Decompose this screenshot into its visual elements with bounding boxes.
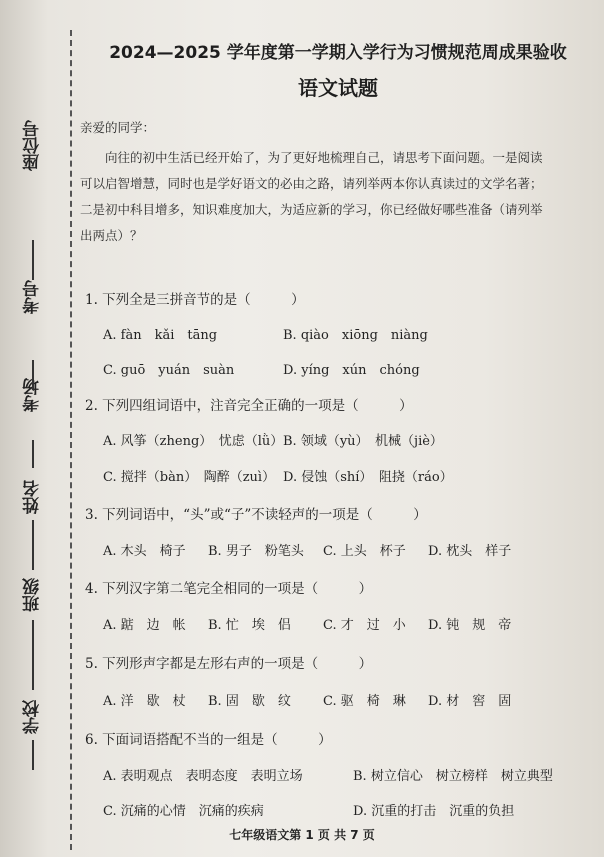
option-b: B. 树立信心 树立榜样 树立典型 — [353, 769, 553, 784]
option-d: D. 侵蚀（shí） 阻挠（ráo） — [283, 470, 453, 485]
name-field — [10, 480, 55, 514]
question-3-options-row — [103, 540, 511, 559]
exam-number-label: 考号 — [23, 280, 43, 314]
fill-line — [32, 360, 34, 390]
option-b: B. 忙 埃 侣 — [208, 618, 291, 633]
option-d: D. 沉重的打击 沉重的负担 — [353, 804, 515, 819]
fill-line — [32, 240, 34, 280]
page-footer: 七年级语文第 1 页 共 7 页 — [229, 828, 375, 842]
option-c: C. 驱 椅 琳 — [323, 694, 406, 709]
question-2-options-row — [103, 430, 443, 449]
question-5-options-row — [103, 690, 511, 709]
option-d: D. 材 窖 固 — [428, 694, 512, 709]
student-info-column — [10, 120, 55, 840]
question-1-stem: 1. 下列全是三拼音节的是（ ） — [85, 292, 305, 308]
seat-number-field — [10, 120, 55, 171]
option-a: A. fàn kǎi tāng — [103, 328, 218, 343]
option-d: D. 枕头 样子 — [428, 544, 512, 559]
option-b: B. 男子 粉笔头 — [208, 544, 304, 559]
option-c: C. 才 过 小 — [323, 618, 406, 633]
question-1-options-row — [103, 359, 420, 378]
fill-line — [32, 520, 34, 570]
question-2-options-row — [103, 466, 453, 485]
option-b: B. 领域（yù） 机械（jiè） — [283, 434, 443, 449]
binding-dashed-line — [70, 30, 72, 850]
exam-title: 2024—2025 学年度第一学期入学行为习惯规范周成果验收 — [109, 43, 567, 63]
option-c: C. 搅拌（bàn） 陶醉（zuì） — [103, 470, 276, 485]
exam-room-label: 考场 — [23, 378, 43, 412]
intro-greeting: 亲爱的同学： — [80, 120, 156, 135]
class-field — [10, 578, 55, 612]
option-a: A. 洋 歇 杖 — [103, 694, 186, 709]
question-4-options-row — [103, 614, 511, 633]
option-c: C. guō yuán suàn — [103, 363, 235, 378]
exam-subtitle: 语文试题 — [298, 76, 378, 100]
intro-line: 可以启智增慧，同时也是学好语文的必由之路，请列举两本你认真读过的文学名著； — [80, 176, 543, 191]
option-b: B. qiào xiōng niàng — [283, 328, 428, 343]
option-a: A. 踮 边 帐 — [103, 618, 186, 633]
name-label: 姓名 — [23, 480, 43, 514]
class-label: 班级 — [23, 578, 43, 612]
intro-paragraph — [80, 115, 580, 249]
fill-line — [32, 440, 34, 468]
option-a: A. 风筝（zheng） 忧虑（lǜ） — [103, 434, 284, 449]
intro-line: 向往的初中生活已经开始了，为了更好地梳理自己，请思考下面问题。一是阅读 — [105, 150, 543, 165]
exam-number-field — [10, 280, 55, 314]
option-c: C. 上头 杯子 — [323, 544, 406, 559]
question-1-options-row — [103, 324, 428, 343]
fill-line — [32, 620, 34, 690]
question-6-stem: 6. 下面词语搭配不当的一组是（ ） — [85, 732, 332, 748]
option-b: B. 固 歇 纹 — [208, 694, 291, 709]
seat-number-label: 座位号 — [23, 120, 43, 171]
option-a: A. 表明观点 表明态度 表明立场 — [103, 769, 303, 784]
question-3-stem: 3. 下列词语中，“头”或“子”不读轻声的一项是（ ） — [85, 507, 427, 523]
option-c: C. 沉痛的心情 沉痛的疾病 — [103, 804, 264, 819]
question-4-stem: 4. 下列汉字第二笔完全相同的一项是（ ） — [85, 581, 373, 597]
option-a: A. 木头 椅子 — [103, 544, 186, 559]
intro-line: 二是初中科目增多，知识难度加大，为适应新的学习，你已经做好哪些准备（请列举 — [80, 202, 543, 217]
question-6-options-row — [103, 800, 514, 819]
fill-line — [32, 740, 34, 770]
option-d: D. 钝 规 帝 — [428, 618, 512, 633]
question-6-options-row — [103, 765, 553, 784]
question-5-stem: 5. 下列形声字都是左形右声的一项是（ ） — [85, 656, 373, 672]
school-field — [10, 700, 55, 734]
school-label: 学校 — [23, 700, 43, 734]
intro-line: 出两点）？ — [80, 228, 143, 243]
option-d: D. yíng xún chóng — [283, 363, 420, 378]
question-2-stem: 2. 下列四组词语中，注音完全正确的一项是（ ） — [85, 398, 413, 414]
